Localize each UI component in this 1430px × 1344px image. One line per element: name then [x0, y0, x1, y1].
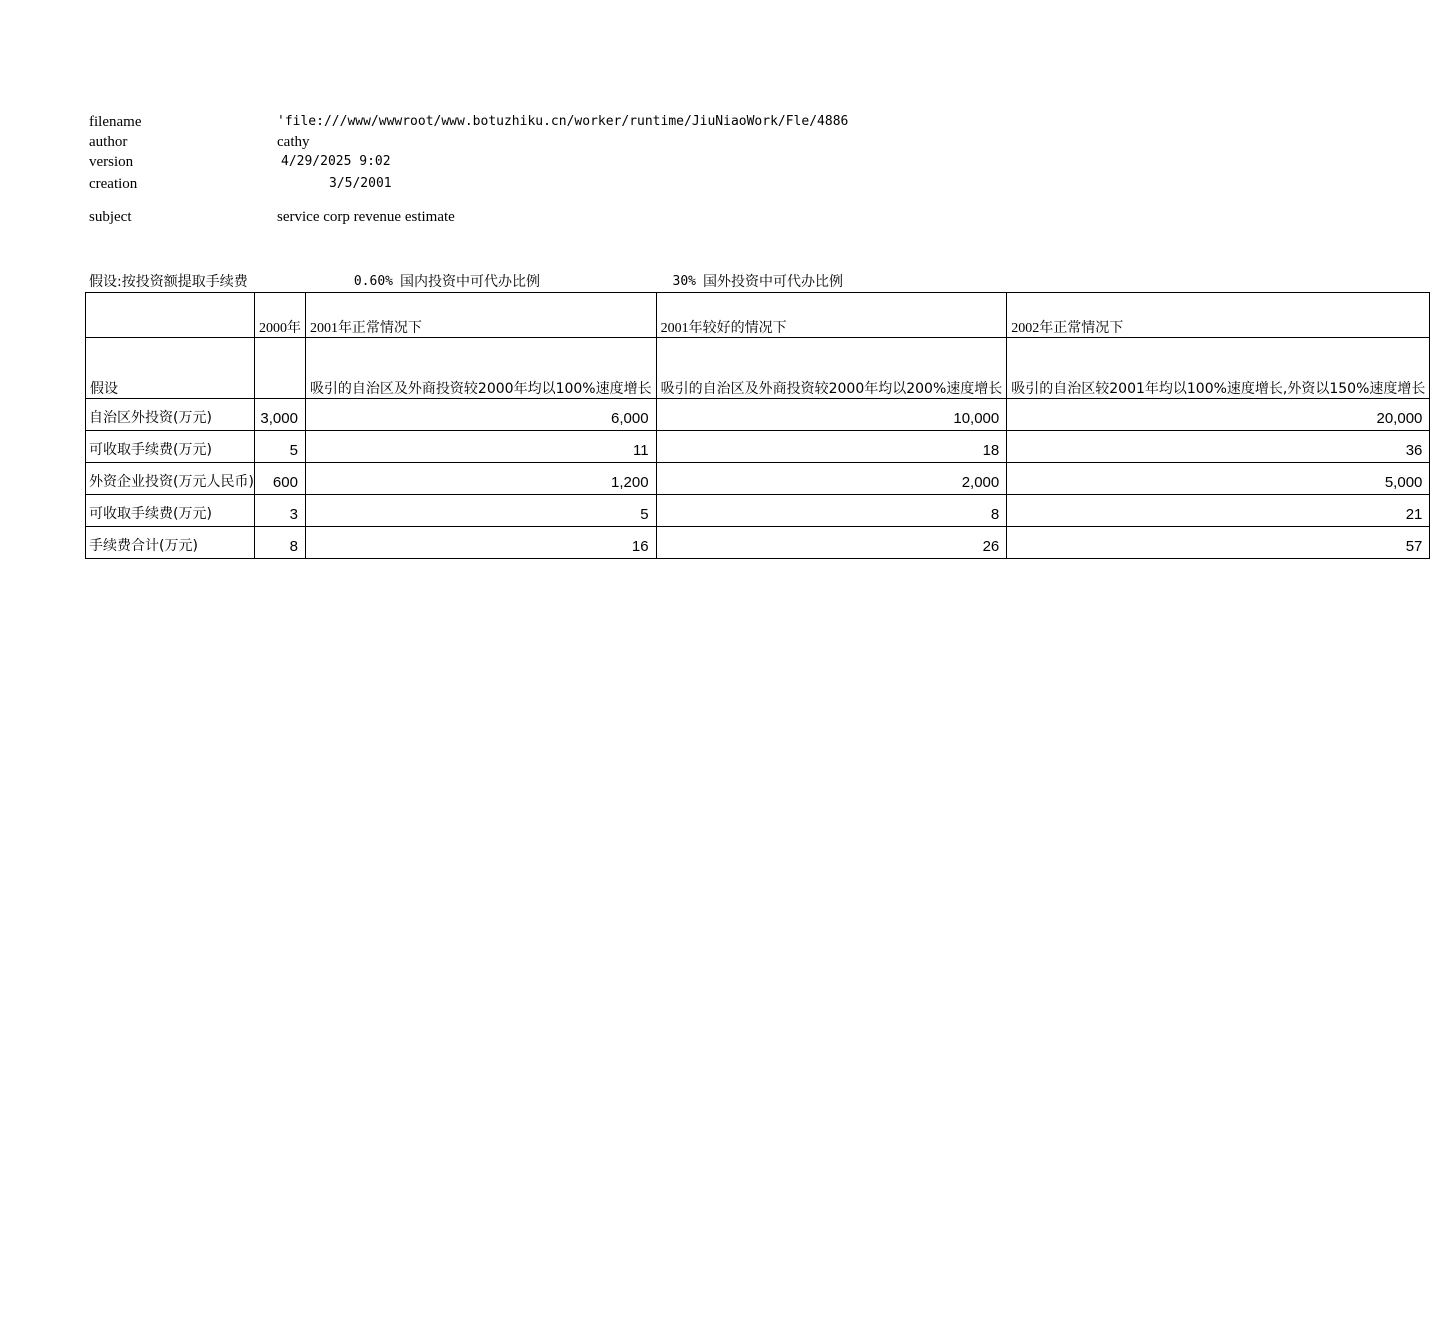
header-cell-2001-better: 2001年较好的情况下: [656, 293, 1007, 338]
row-label: 可收取手续费(万元): [86, 495, 255, 527]
table-cell: 1,200: [305, 463, 656, 495]
assumption-row: [86, 338, 1430, 399]
subject-value: service corp revenue estimate: [277, 209, 455, 225]
table-cell: 10,000: [656, 399, 1007, 431]
table-cell: 3: [254, 495, 305, 527]
assumption-cell-2001-normal: 吸引的自治区及外商投资较2000年均以100%速度增长: [305, 338, 656, 399]
header-row: [86, 293, 1430, 338]
table-cell: 18: [656, 431, 1007, 463]
revenue-table: [85, 292, 1430, 559]
filename-value: 'file:///www/wwwroot/www.botuzhiku.cn/worker/runtime/JiuNiaoWork/Fle/4886: [277, 114, 849, 129]
foreign-ratio-label: 国外投资中可代办比例: [703, 274, 843, 290]
table-cell: 2,000: [656, 463, 1007, 495]
table-row: [86, 527, 1430, 559]
creation-label: creation: [89, 176, 138, 192]
table-cell: 5: [254, 431, 305, 463]
table-cell: 600: [254, 463, 305, 495]
table-row: [86, 463, 1430, 495]
author-value: cathy: [277, 134, 310, 150]
version-label: version: [89, 154, 134, 170]
row-label: 手续费合计(万元): [86, 527, 255, 559]
table-cell: 36: [1007, 431, 1430, 463]
header-cell-2002-normal: 2002年正常情况下: [1007, 293, 1430, 338]
assumption-cell-2000: [254, 338, 305, 399]
subject-label: subject: [89, 209, 132, 225]
fee-assumption-label: 假设:按投资额提取手续费: [89, 274, 248, 290]
row-label: 自治区外投资(万元): [86, 399, 255, 431]
creation-value: 3/5/2001: [329, 176, 392, 191]
table-row: [86, 431, 1430, 463]
header-cell-2000: 2000年: [254, 293, 305, 338]
header-cell-2001-normal: 2001年正常情况下: [305, 293, 656, 338]
author-label: author: [89, 134, 128, 150]
table-cell: 26: [656, 527, 1007, 559]
table-cell: 8: [254, 527, 305, 559]
row-label: 外资企业投资(万元人民币): [86, 463, 255, 495]
assumption-label: 假设: [86, 338, 255, 399]
fee-rate: 0.60%: [353, 274, 393, 289]
row-label: 可收取手续费(万元): [86, 431, 255, 463]
table-cell: 11: [305, 431, 656, 463]
version-value: 4/29/2025 9:02: [281, 154, 391, 169]
domestic-ratio-rate: 30%: [672, 274, 696, 289]
filename-label: filename: [89, 114, 142, 130]
table-cell: 3,000: [254, 399, 305, 431]
table-cell: 5: [305, 495, 656, 527]
table-row: [86, 399, 1430, 431]
table-row: [86, 495, 1430, 527]
assumption-cell-2002-normal: 吸引的自治区较2001年均以100%速度增长,外资以150%速度增长: [1007, 338, 1430, 399]
table-cell: 8: [656, 495, 1007, 527]
table-cell: 21: [1007, 495, 1430, 527]
table-cell: 5,000: [1007, 463, 1430, 495]
header-cell-empty: [86, 293, 255, 338]
table-cell: 20,000: [1007, 399, 1430, 431]
assumption-cell-2001-better: 吸引的自治区及外商投资较2000年均以200%速度增长: [656, 338, 1007, 399]
table-cell: 57: [1007, 527, 1430, 559]
table-cell: 16: [305, 527, 656, 559]
table-cell: 6,000: [305, 399, 656, 431]
domestic-ratio-label: 国内投资中可代办比例: [400, 274, 540, 290]
